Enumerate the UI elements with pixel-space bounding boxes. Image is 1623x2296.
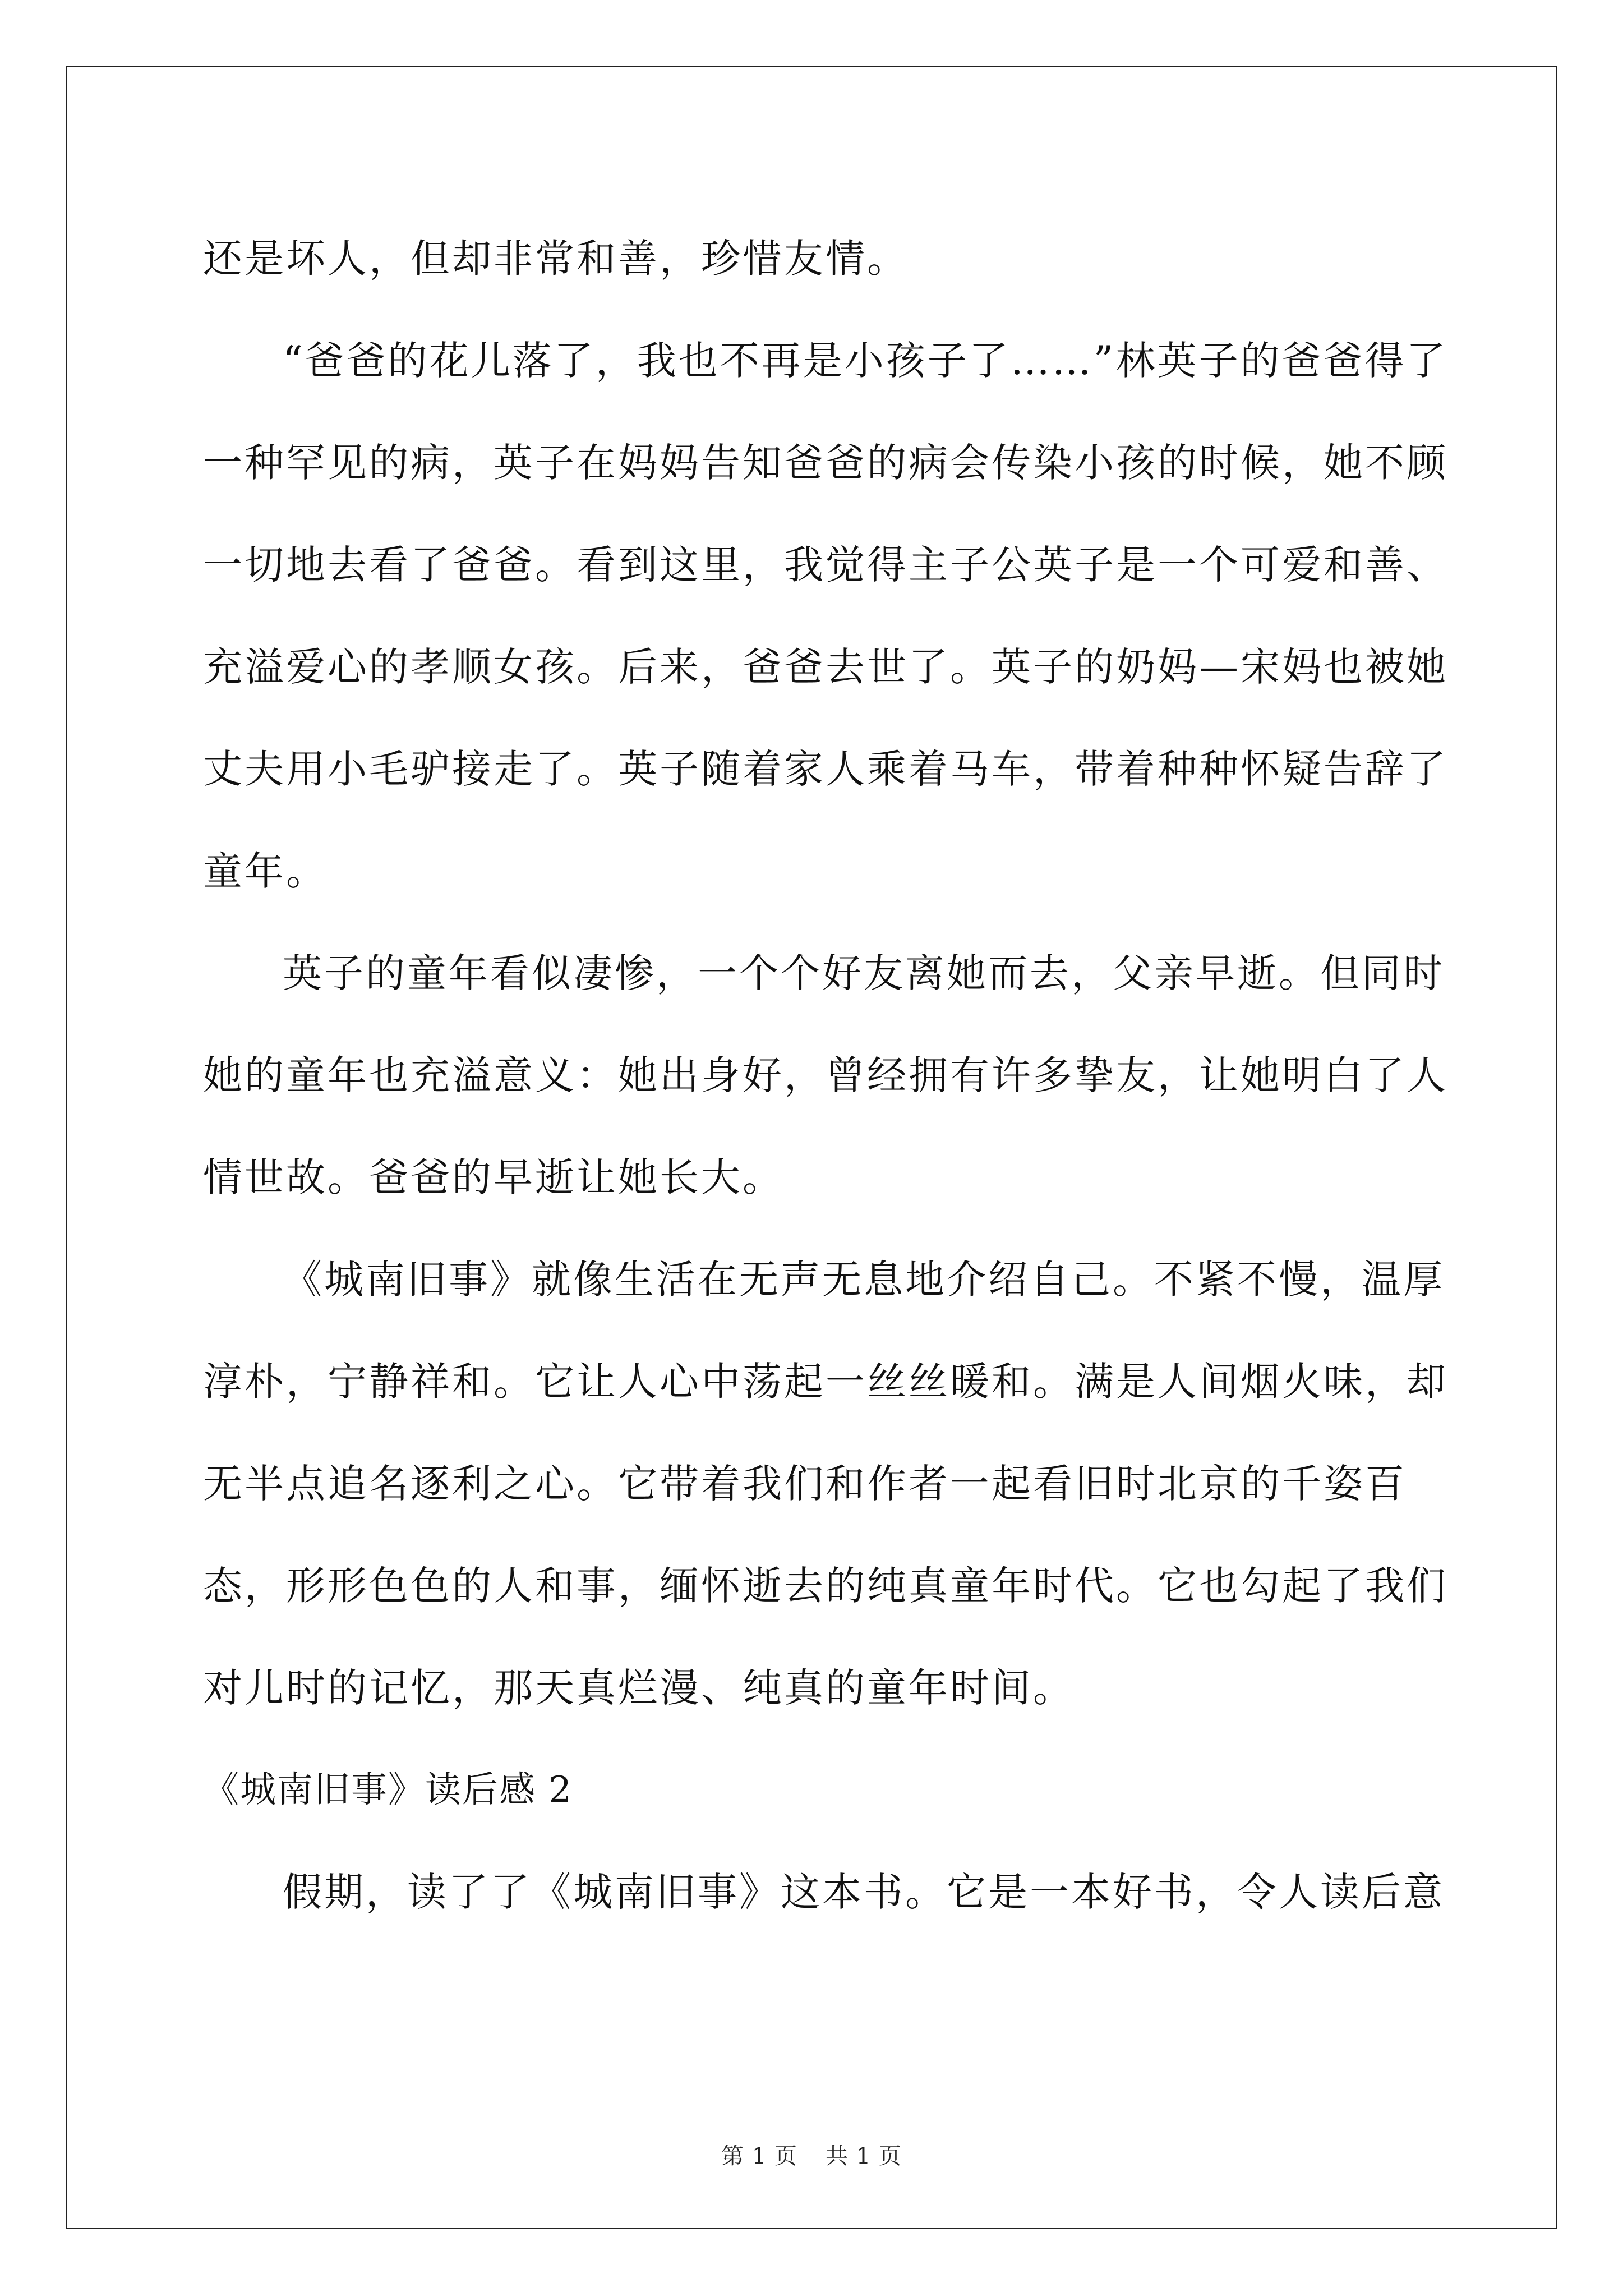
paragraph: 假期，读了了《城南旧事》这本书。它是一本好书，令人读后意 <box>283 1869 1445 1915</box>
section-heading: 《城南旧事》读后感 2 <box>203 1769 573 1811</box>
paragraph: “爸爸的花儿落了，我也不再是小孩子了……”林英子的爸爸得了一种罕见的病，英子在妈妈告知爸爸的病会传染小孩的时候，她不顾一切地去看了爸爸。看到这里，我觉得主子公英子是一个可爱和善、充溢爱心的孝顺女孩。后来，爸爸去世了。英子的奶妈—宋妈也被她丈夫用小毛驴接走了。英子随着家人乘着马车，带着种种怀疑告辞了童年。 <box>203 338 1448 894</box>
page-footer <box>0 2138 1623 2170</box>
document-body <box>203 208 1459 1943</box>
paragraph: 还是坏人，但却非常和善，珍惜友情。 <box>203 236 909 282</box>
paragraph: 英子的童年看似凄惨，一个个好友离她而去，父亲早逝。但同时她的童年也充溢意义：她出身好，曾经拥有许多挚友，让她明白了人情世故。爸爸的早逝让她长大。 <box>203 950 1448 1200</box>
page-total: 共 1 页 <box>826 2143 902 2169</box>
page-number: 第 1 页 <box>721 2143 797 2169</box>
paragraph: 《城南旧事》就像生活在无声无息地介绍自己。不紧不慢，温厚淳朴，宁静祥和。它让人心中荡起一丝丝暖和。满是人间烟火味，却无半点追名逐利之心。它带着我们和作者一起看旧时北京的千姿百态，形形色色的人和事，缅怀逝去的纯真童年时代。它也勾起了我们对儿时的记忆，那天真烂漫、纯真的童年时间。 <box>203 1257 1448 1711</box>
